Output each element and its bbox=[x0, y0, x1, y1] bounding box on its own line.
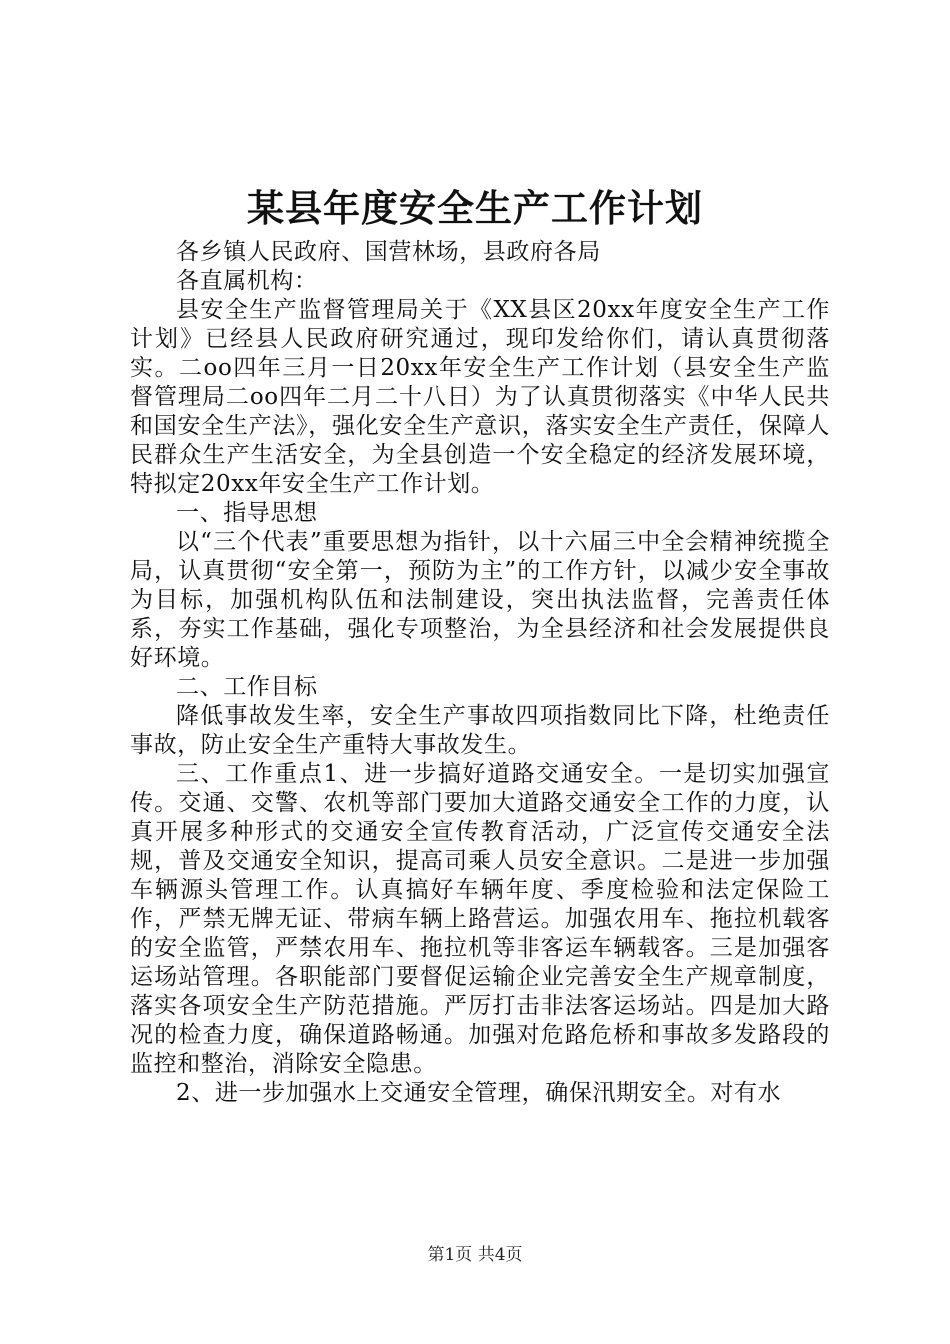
page-footer: 第1页 共4页 bbox=[427, 1245, 523, 1265]
work-goals-paragraph: 降低事故发生率，安全生产事故四项指数同比下降，杜绝责任事故，防止安全生产重特大事故发生。 bbox=[130, 703, 830, 758]
guiding-ideology-paragraph: 以“三个代表”重要思想为指针，以十六届三中全会精神统揽全局，认真贯彻“安全第一，预防为主”的工作方针，以减少安全事故为目标，加强机构队伍和法制建设，突出执法监督，完善责任体系，夯实工作基础，强化专项整治，为全县经济和社会发展提供良好环境。 bbox=[130, 529, 830, 671]
water-traffic-paragraph: 2、进一步加强水上交通安全管理，确保汛期安全。对有水 bbox=[176, 1080, 782, 1106]
section-heading-guiding-ideology: 一、指导思想 bbox=[176, 500, 318, 526]
addressee-line-2: 各直属机构： bbox=[176, 268, 318, 294]
document-title: 某县年度安全生产工作计划 bbox=[247, 186, 703, 230]
section-heading-work-goals: 二、工作目标 bbox=[176, 674, 318, 700]
addressee-line-1: 各乡镇人民政府、国营林场，县政府各局 bbox=[176, 239, 601, 265]
document-body bbox=[130, 238, 830, 1108]
intro-paragraph: 县安全生产监督管理局关于《XX县区20xx年度安全生产工作计划》已经县人民政府研究通过，现印发给你们，请认真贯彻落实。二oo四年三月一日20xx年安全生产工作计划（县安全生产监督管理局二oo四年二月二十八日）为了认真贯彻落实《中华人民共和国安全生产法》，强化安全生产意识，落实安全生产责任，保障人民群众生产生活安全，为全县创造一个安全稳定的经济发展环境，特拟定20xx年安全生产工作计划。 bbox=[130, 297, 830, 497]
work-focus-paragraph: 三、工作重点1、进一步搞好道路交通安全。一是切实加强宣传。交通、交警、农机等部门要加大道路交通安全工作的力度，认真开展多种形式的交通安全宣传教育活动，广泛宣传交通安全法规，普及交通安全知识，提高司乘人员安全意识。二是进一步加强车辆源头管理工作。认真搞好车辆年度、季度检验和法定保险工作，严禁无牌无证、带病车辆上路营运。加强农用车、拖拉机载客的安全监管，严禁农用车、拖拉机等非客运车辆载客。三是加强客运场站管理。各职能部门要督促运输企业完善安全生产规章制度，落实各项安全生产防范措施。严厉打击非法客运场站。四是加大路况的检查力度，确保道路畅通。加强对危路危桥和事故多发路段的监控和整治，消除安全隐患。 bbox=[130, 761, 830, 1077]
